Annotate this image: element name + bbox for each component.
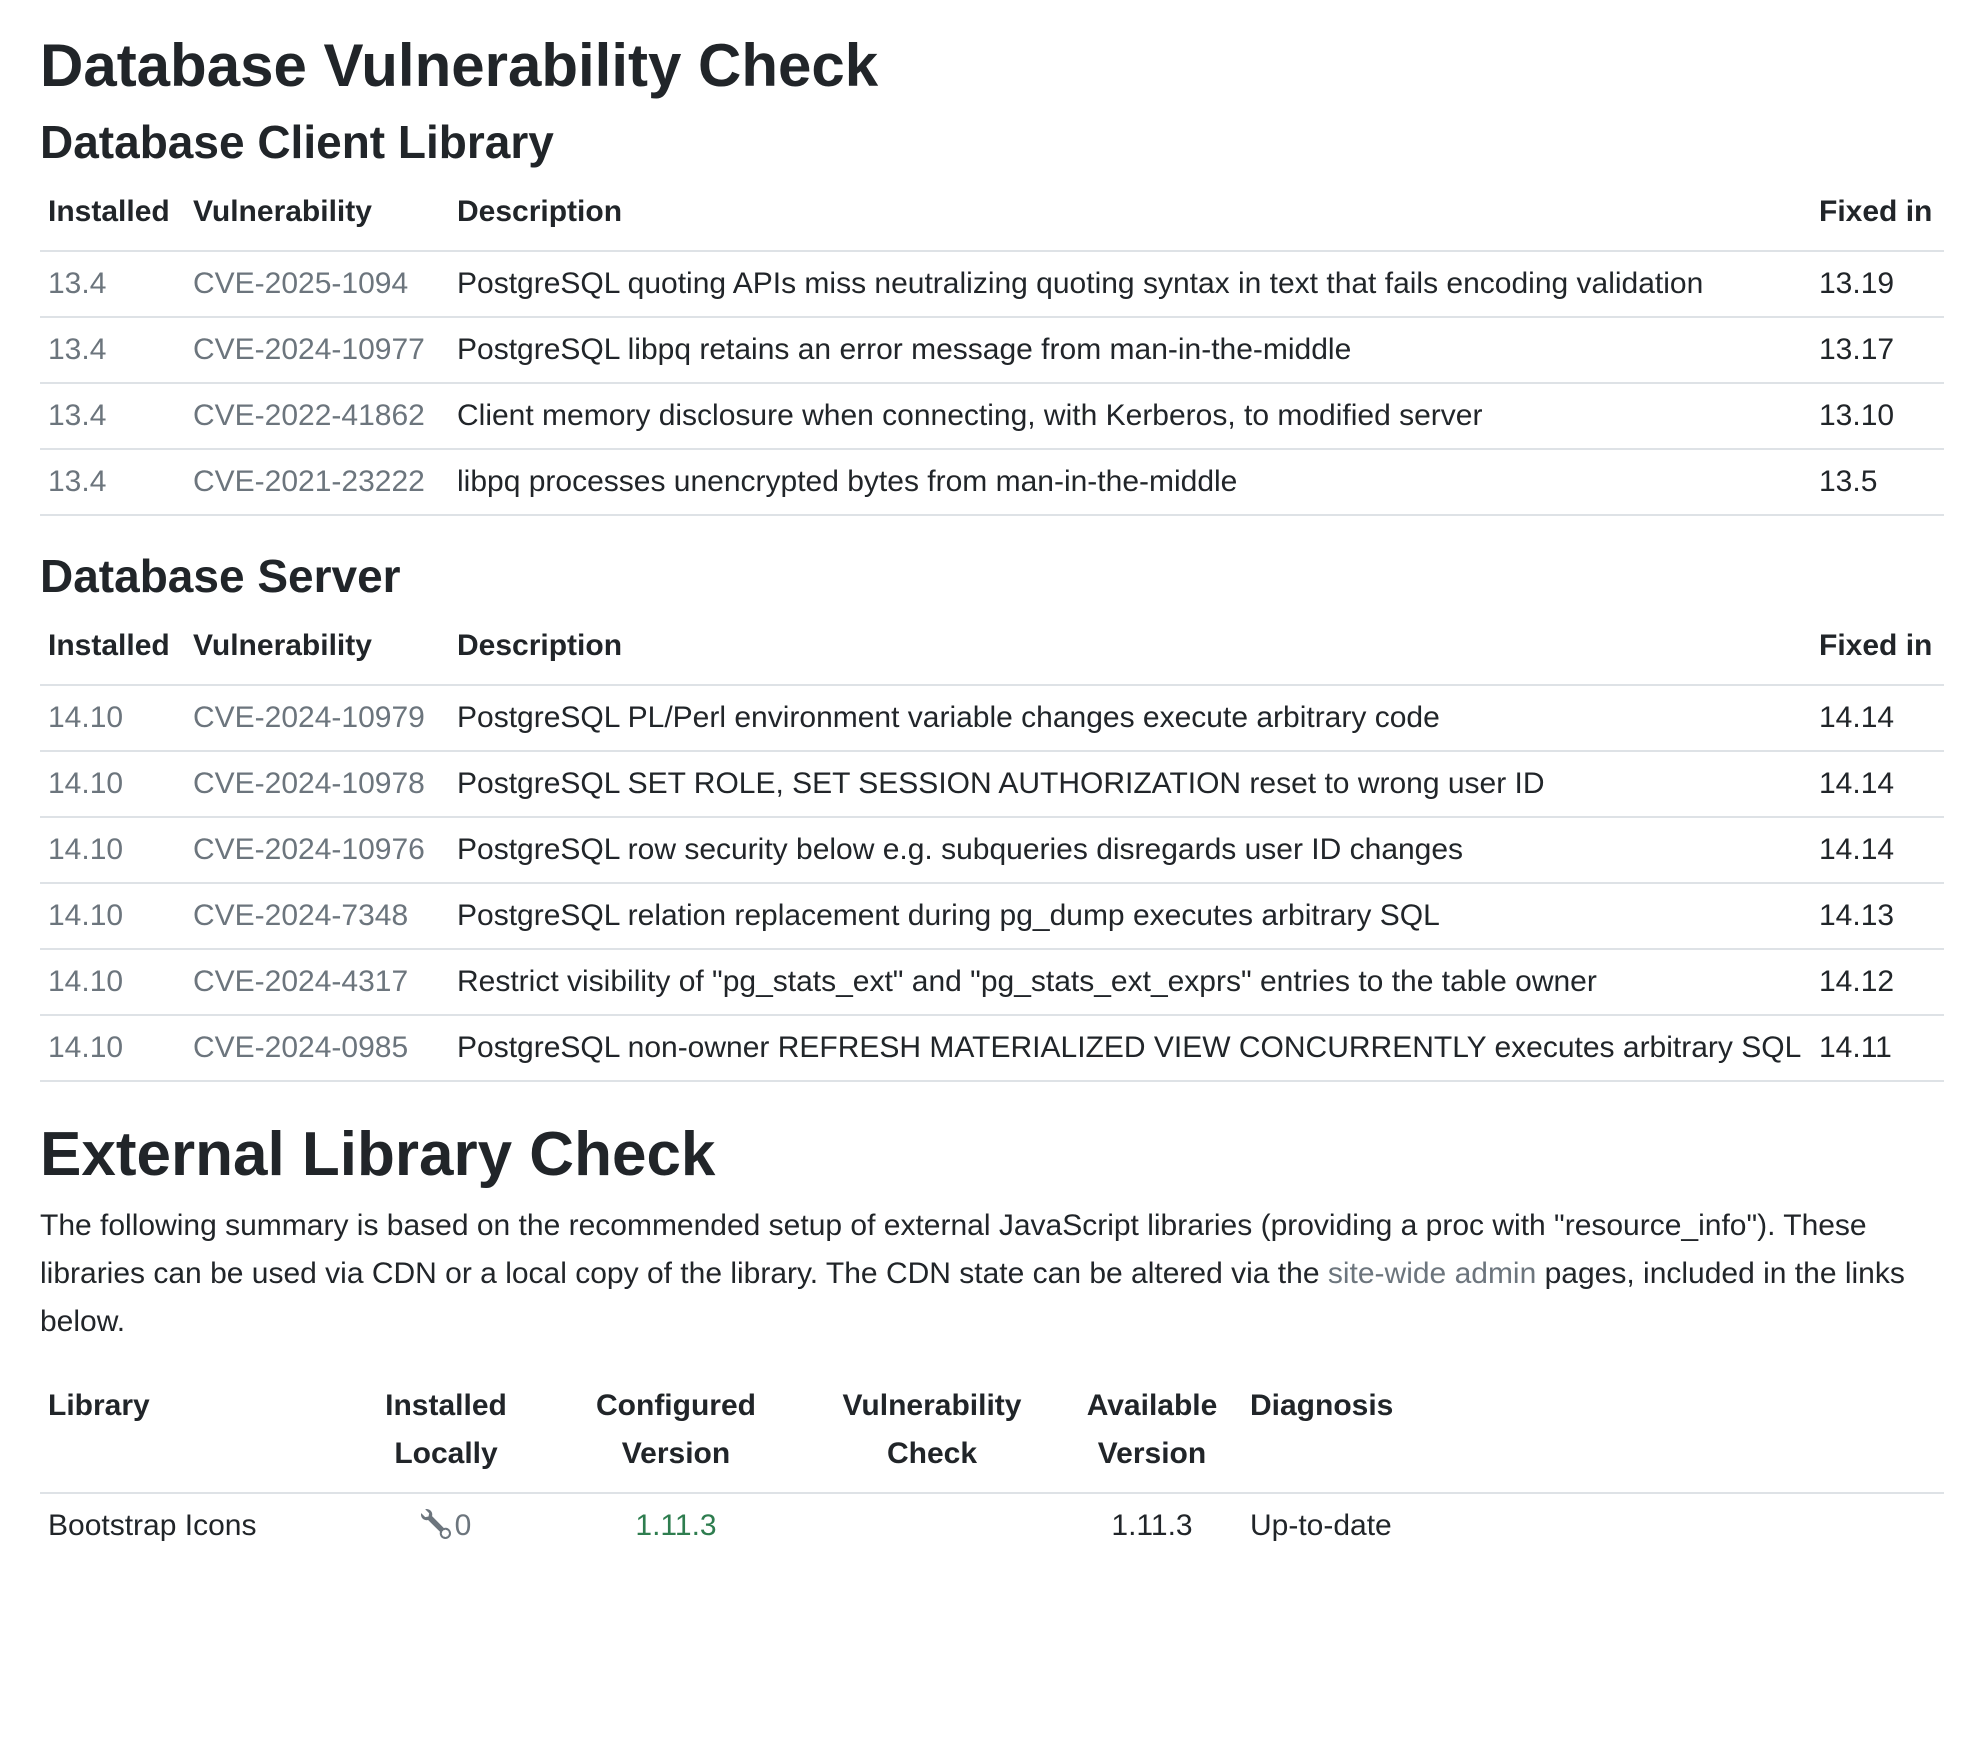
available-version: 1.11.3 xyxy=(1062,1493,1242,1558)
table-row xyxy=(40,949,1944,1015)
table-row xyxy=(40,883,1944,949)
table-row xyxy=(40,449,1944,515)
summary-text-end: pages, included in the links below. xyxy=(40,1257,1905,1338)
table-row xyxy=(40,751,1944,817)
column-header-installed: Installed xyxy=(48,629,170,662)
external-section-heading: External Library Check xyxy=(40,1120,716,1189)
fixed-version: 14.12 xyxy=(1811,949,1944,1015)
installed-version: 13.4 xyxy=(40,449,185,515)
installed-version: 13.4 xyxy=(40,383,185,449)
table-header-row xyxy=(40,1370,1944,1493)
server-section-heading: Database Server xyxy=(40,550,401,602)
vulnerability-description: PostgreSQL libpq retains an error message from man-in-the-middle xyxy=(449,317,1811,383)
vulnerability-description: Client memory disclosure when connecting, with Kerberos, to modified server xyxy=(449,383,1811,449)
installed-version: 14.10 xyxy=(40,883,185,949)
cve-link[interactable]: CVE-2024-7348 xyxy=(185,883,449,949)
fixed-version: 14.14 xyxy=(1811,685,1944,751)
column-header-vulnerability-check: Vulnerability Check xyxy=(842,1389,1022,1470)
column-header-fixed-in: Fixed in xyxy=(1819,195,1933,228)
cve-link[interactable]: CVE-2024-0985 xyxy=(185,1015,449,1081)
column-header-installed-locally: Installed Locally xyxy=(385,1389,507,1470)
vulnerability-description: PostgreSQL SET ROLE, SET SESSION AUTHORIZATION reset to wrong user ID xyxy=(449,751,1811,817)
fixed-version: 13.10 xyxy=(1811,383,1944,449)
fixed-version: 14.13 xyxy=(1811,883,1944,949)
external-summary xyxy=(40,1202,1944,1346)
vulnerability-description: PostgreSQL quoting APIs miss neutralizing quoting syntax in text that fails encoding validation xyxy=(449,251,1811,317)
configured-version-link[interactable]: 1.11.3 xyxy=(550,1493,802,1558)
column-header-diagnosis: Diagnosis xyxy=(1250,1389,1394,1422)
vulnerability-description: PostgreSQL PL/Perl environment variable changes execute arbitrary code xyxy=(449,685,1811,751)
vulnerability-description: PostgreSQL non-owner REFRESH MATERIALIZED VIEW CONCURRENTLY executes arbitrary SQL xyxy=(449,1015,1811,1081)
column-header-configured-version: Configured Version xyxy=(596,1389,756,1470)
cve-link[interactable]: CVE-2024-10976 xyxy=(185,817,449,883)
table-row xyxy=(40,817,1944,883)
column-header-fixed-in: Fixed in xyxy=(1819,629,1933,662)
wrench-icon[interactable] xyxy=(421,1506,451,1536)
installed-count: 0 xyxy=(454,1509,472,1542)
installed-version: 14.10 xyxy=(40,1015,185,1081)
fixed-version: 13.19 xyxy=(1811,251,1944,317)
fixed-version: 13.17 xyxy=(1811,317,1944,383)
fixed-version: 14.11 xyxy=(1811,1015,1944,1081)
library-name: Bootstrap Icons xyxy=(40,1493,342,1558)
column-header-installed: Installed xyxy=(48,195,170,228)
table-header-row xyxy=(40,176,1944,251)
vulnerability-check-cell xyxy=(802,1493,1062,1558)
table-row xyxy=(40,685,1944,751)
table-row xyxy=(40,1493,1944,1558)
installed-version: 13.4 xyxy=(40,317,185,383)
fixed-version: 14.14 xyxy=(1811,751,1944,817)
column-header-vulnerability: Vulnerability xyxy=(193,629,372,662)
column-header-vulnerability: Vulnerability xyxy=(193,195,372,228)
summary-text-start: The following summary is based on the recommended setup of external JavaScript libraries (providing a proc with "resource_info"). These libraries can be used via CDN or a local copy of the library. The CDN state can be altered via the xyxy=(40,1209,1867,1290)
column-header-library: Library xyxy=(48,1389,150,1422)
column-header-description: Description xyxy=(457,195,623,228)
table-row xyxy=(40,317,1944,383)
external-library-table xyxy=(40,1370,1944,1558)
site-wide-admin-link[interactable]: site-wide admin xyxy=(1327,1257,1537,1290)
table-header-row xyxy=(40,610,1944,685)
cve-link[interactable]: CVE-2024-10978 xyxy=(185,751,449,817)
vulnerability-description: PostgreSQL relation replacement during pg_dump executes arbitrary SQL xyxy=(449,883,1811,949)
cve-link[interactable]: CVE-2024-10977 xyxy=(185,317,449,383)
server-vulnerability-table xyxy=(40,610,1944,1082)
diagnosis-status: Up-to-date xyxy=(1242,1493,1944,1558)
installed-version: 13.4 xyxy=(40,251,185,317)
cve-link[interactable]: CVE-2024-10979 xyxy=(185,685,449,751)
installed-version: 14.10 xyxy=(40,685,185,751)
client-section-heading: Database Client Library xyxy=(40,116,554,168)
column-header-description: Description xyxy=(457,629,623,662)
cve-link[interactable]: CVE-2022-41862 xyxy=(185,383,449,449)
page-title: Database Vulnerability Check xyxy=(40,32,879,99)
installed-version: 14.10 xyxy=(40,949,185,1015)
cve-link[interactable]: CVE-2024-4317 xyxy=(185,949,449,1015)
table-row xyxy=(40,251,1944,317)
client-vulnerability-table xyxy=(40,176,1944,516)
cve-link[interactable]: CVE-2021-23222 xyxy=(185,449,449,515)
column-header-available-version: Available Version xyxy=(1086,1389,1218,1470)
fixed-version: 13.5 xyxy=(1811,449,1944,515)
table-row xyxy=(40,1015,1944,1081)
vulnerability-description: Restrict visibility of "pg_stats_ext" and "pg_stats_ext_exprs" entries to the table owner xyxy=(449,949,1811,1015)
installed-version: 14.10 xyxy=(40,751,185,817)
cve-link[interactable]: CVE-2025-1094 xyxy=(185,251,449,317)
table-row xyxy=(40,383,1944,449)
installed-version: 14.10 xyxy=(40,817,185,883)
vulnerability-description: libpq processes unencrypted bytes from man-in-the-middle xyxy=(449,449,1811,515)
installed-locally-cell xyxy=(342,1493,550,1558)
fixed-version: 14.14 xyxy=(1811,817,1944,883)
vulnerability-description: PostgreSQL row security below e.g. subqueries disregards user ID changes xyxy=(449,817,1811,883)
